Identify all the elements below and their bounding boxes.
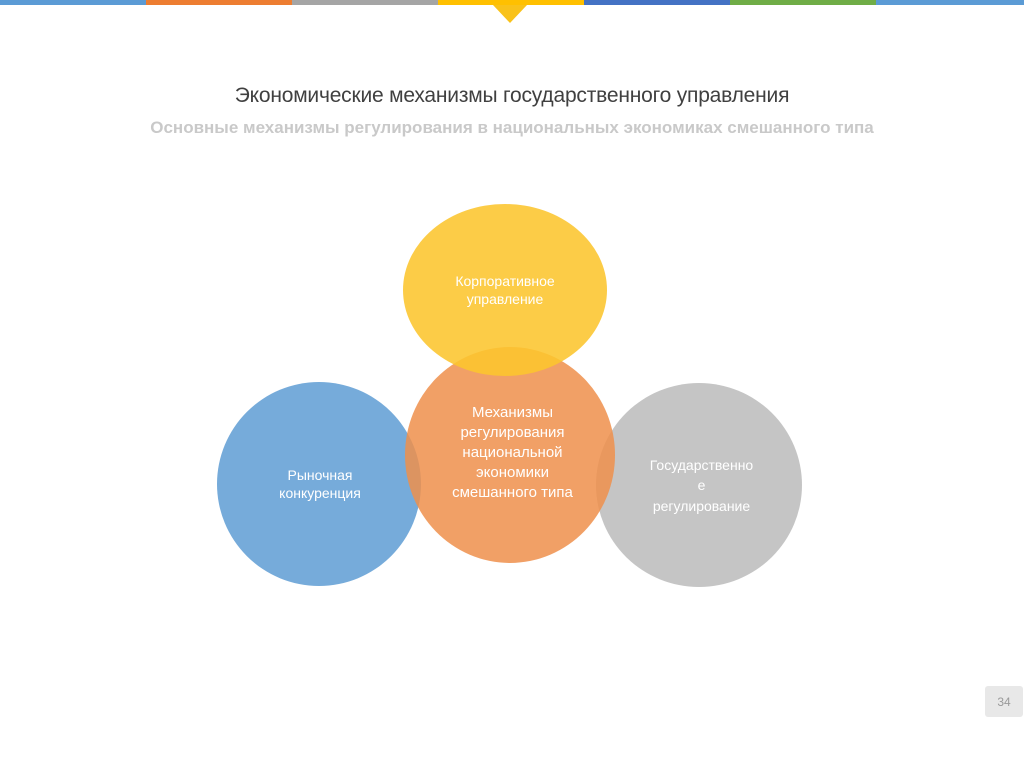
left-label-line-1: Рыночная [287,467,353,483]
left-label-line-2: конкуренция [279,485,361,502]
top-label-line-2: управление [466,291,544,308]
top-circle-label [425,272,585,308]
top-label-line-1: Корпоративное [455,273,555,289]
right-label-line-1: Государственно [649,457,754,473]
center-circle-label [430,403,595,503]
left-circle-label [240,466,400,502]
right-label-line-2: е [697,477,706,494]
slide-subtitle: Основные механизмы регулирования в национальных экономиках смешанного типа [150,118,874,137]
center-label-line-2: регулирования [460,423,565,441]
page-number-badge: 34 [985,686,1023,717]
center-label-line-5: смешанного типа [452,483,573,501]
center-label-line-4: экономики [476,463,549,481]
center-label-line-1: Механизмы [472,404,553,421]
right-label-line-3: регулирование [652,497,751,514]
center-label-line-3: национальной [462,443,563,461]
slide-title: Экономические механизмы государственного управления [234,84,790,107]
right-circle-label [619,455,784,516]
